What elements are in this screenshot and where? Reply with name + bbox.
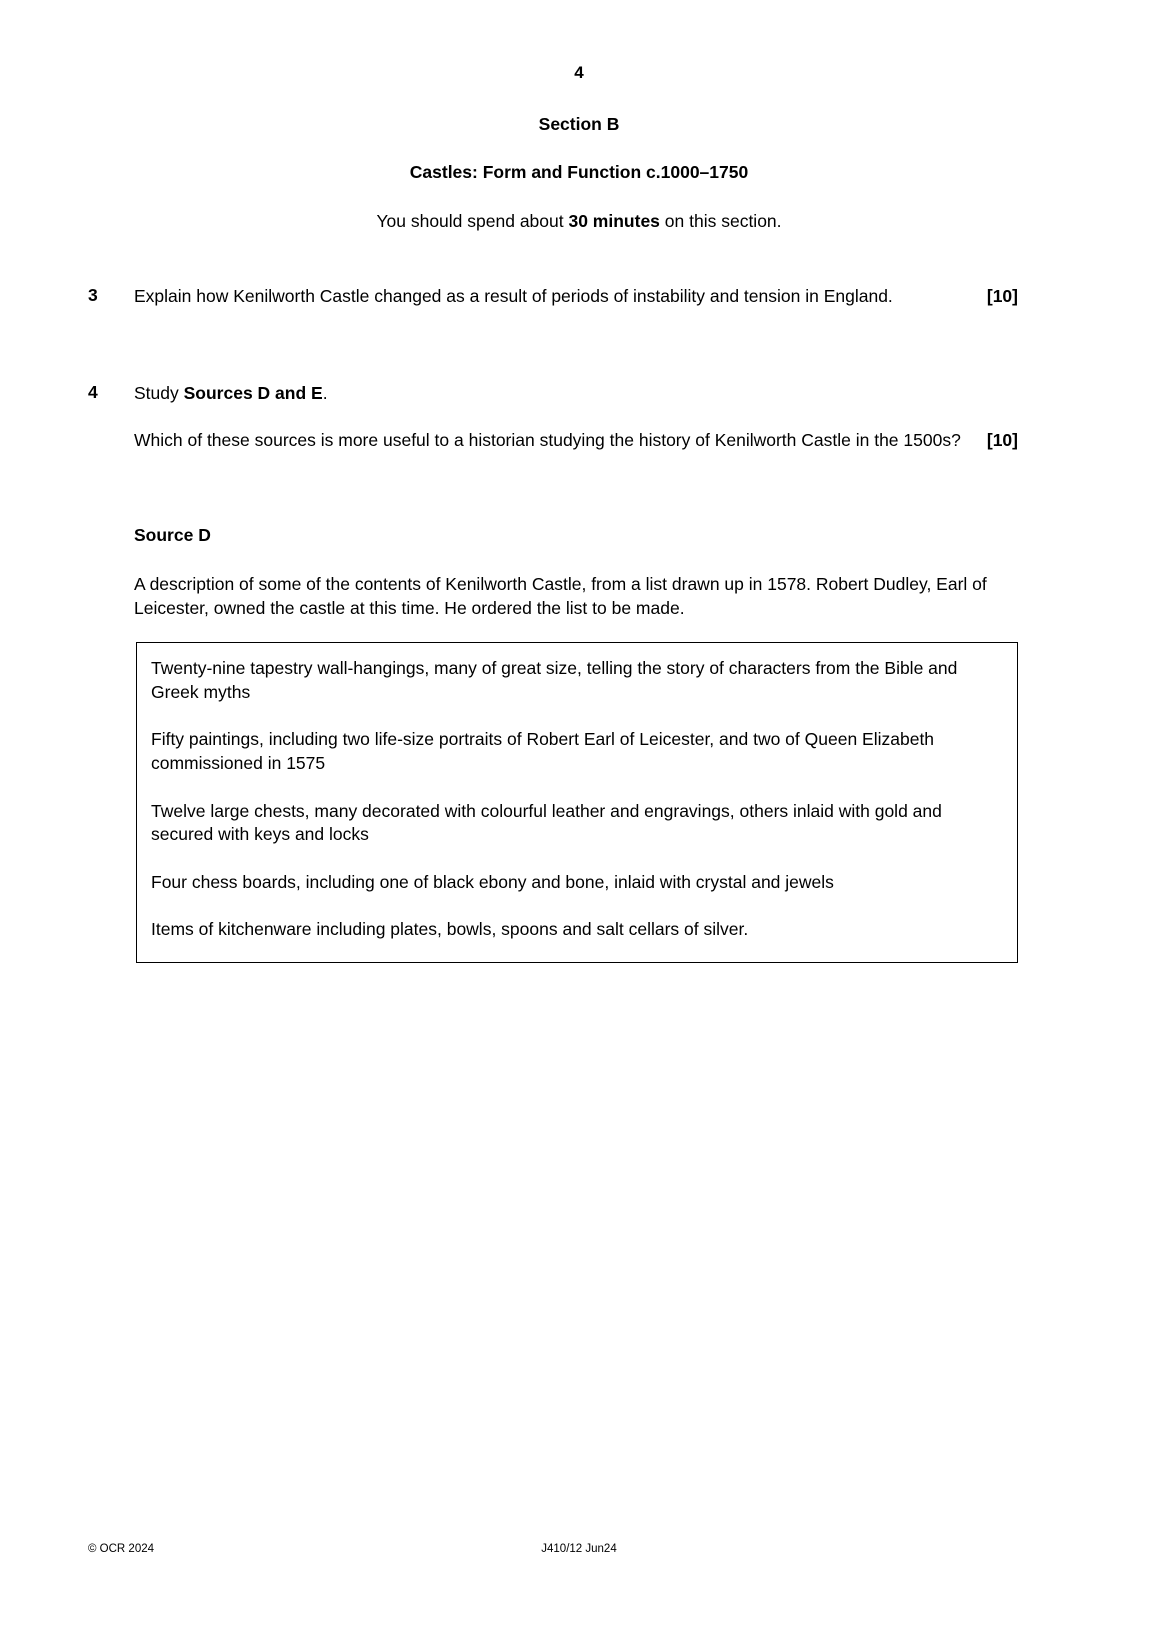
question-4-text: Which of these sources is more useful to a historian studying the history of Kenilworth Castle in the 1500s?	[134, 430, 961, 450]
section-label: Section B	[538, 114, 620, 134]
source-d-item: Twenty-nine tapestry wall-hangings, many of great size, telling the story of characters from the Bible and Greek myths	[151, 658, 958, 702]
timing-duration: 30 minutes	[568, 211, 660, 231]
question-3-body	[134, 285, 1018, 309]
timing-prefix: You should spend about	[376, 211, 569, 231]
timing-suffix: on this section.	[659, 211, 782, 231]
footer-copyright: © OCR 2024	[88, 1543, 155, 1555]
source-d-label: Source D	[134, 525, 211, 545]
question-4-number: 4	[88, 382, 98, 402]
question-4-body	[134, 429, 1018, 453]
topic-title: Castles: Form and Function c.1000–1750	[409, 162, 749, 182]
source-d-item: Fifty paintings, including two life-size portraits of Robert Earl of Leicester, and two of Queen Elizabeth commissioned in 1575	[151, 729, 935, 773]
question-4-study-line	[134, 382, 1018, 406]
question-3-marks: [10]	[986, 286, 1018, 306]
question-4-study-prefix: Study	[134, 383, 184, 403]
question-4-marks: [10]	[986, 430, 1018, 450]
source-d-description: A description of some of the contents of Kenilworth Castle, from a list drawn up in 1578. Robert Dudley, Earl of Leicester, owned the castle at this time. He ordered the list to be made.	[134, 574, 987, 618]
source-d-item: Four chess boards, including one of black ebony and bone, inlaid with crystal and jewels	[151, 871, 834, 892]
source-d-box	[136, 642, 1018, 963]
question-3-number: 3	[88, 285, 98, 305]
question-4-sources-reference: Sources D and E	[183, 383, 323, 403]
timing-instruction	[0, 211, 1158, 232]
source-d-item: Items of kitchenware including plates, bowls, spoons and salt cellars of silver.	[151, 919, 749, 940]
source-d-item: Twelve large chests, many decorated with colourful leather and engravings, others inlaid with gold and secured with keys and locks	[151, 800, 942, 845]
footer-paper-code: J410/12 Jun24	[541, 1543, 617, 1555]
page-number: 4	[574, 63, 584, 82]
question-4-study-suffix: .	[322, 383, 328, 403]
question-3-text: Explain how Kenilworth Castle changed as a result of periods of instability and tension in England.	[134, 286, 893, 306]
